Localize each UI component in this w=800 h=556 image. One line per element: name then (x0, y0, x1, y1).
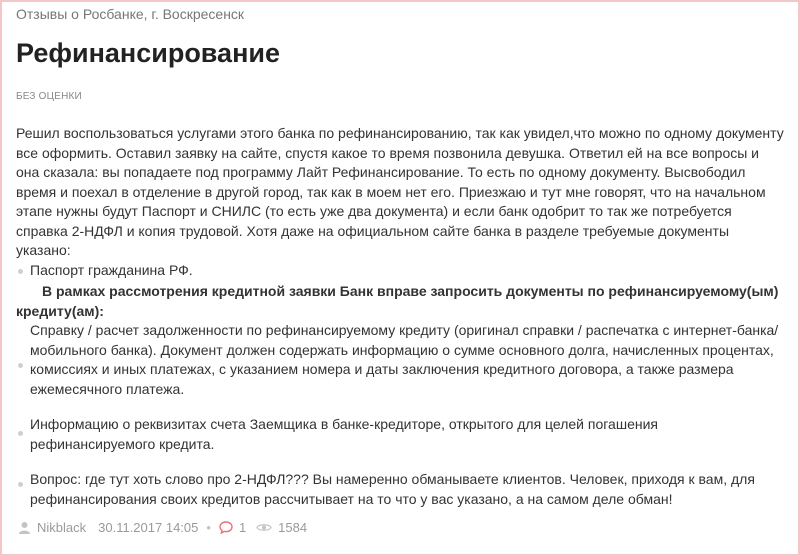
bullet-icon (18, 482, 23, 487)
bullet-icon (18, 363, 23, 368)
list-item-text: Паспорт гражданина РФ. (30, 261, 193, 278)
list-item (16, 261, 786, 281)
bullet-icon (18, 431, 23, 436)
comments-count[interactable]: 1 (238, 520, 247, 535)
list-item-text: Вопрос: где тут хоть слово про 2-НДФЛ??? Вы намеренно обманываете клиентов. Человек, приходя к вам, для рефинансирования своих кредитов рассчитывает на то что у вас указано, а на самом деле обман! (30, 471, 755, 507)
post-date: 30.11.2017 14:05 (98, 520, 199, 535)
separator: • (206, 520, 211, 535)
list-item-text: Справку / расчет задолженности по рефинансируемому кредиту (оригинал справки / распечатка с интернет-банка/мобильного банка). Документ должен содержать информацию о сумме основного долга, начисленных процентах, комиссиях и иных платежах, с указанием номера и даты заключения кредитного договора, а также размера ежемесячного платежа. (30, 322, 779, 397)
comment-icon[interactable] (219, 521, 233, 534)
bold-heading: В рамках рассмотрения кредитной заявки Банк вправе запросить документы по рефинансируемому(ым) кредиту(ам): (16, 283, 779, 319)
views-count: 1584 (278, 520, 308, 535)
review-body (16, 124, 786, 509)
page-title: Рефинансирование (16, 38, 280, 68)
author-name[interactable]: Nikblack (37, 520, 87, 535)
list-item (16, 321, 786, 399)
review-footer (18, 520, 307, 535)
documents-list (16, 261, 786, 510)
rating-label: БЕЗ ОЦЕНКИ (16, 91, 82, 102)
breadcrumb[interactable]: Отзывы о Росбанке, г. Воскресенск (16, 6, 245, 22)
eye-icon (256, 522, 272, 533)
list-item-text: Информацию о реквизитах счета Заемщика в банке-кредиторе, открытого для целей погашения рефинансируемого кредита. (30, 416, 658, 452)
list-item-heading (16, 282, 786, 321)
bullet-icon (18, 269, 23, 274)
review-paragraph: Решил воспользоваться услугами этого банка по рефинансированию, так как увидел,что можно по одному документу все оформить. Оставил заявку на сайте, спустя какое то время позвонила девушка. Ответил ей на все вопросы и она сказала: вы попадаете под программу Лайт Рефинансирование. То есть по одному документу. Высвободил время и поехал в отделение в другой город, так как в моем нет его. Приезжаю и тут мне говорят, что на начальном этапе нужны будут Паспорт и СНИЛС (то есть уже два документа) и если банк одобрит то так же потребуется справка 2-НДФЛ и копия трудовой. Хотя даже на официальном сайте банка в разделе требуемые документы указано: (16, 125, 784, 258)
list-item (16, 470, 786, 509)
user-icon (18, 521, 31, 534)
list-item (16, 415, 786, 454)
